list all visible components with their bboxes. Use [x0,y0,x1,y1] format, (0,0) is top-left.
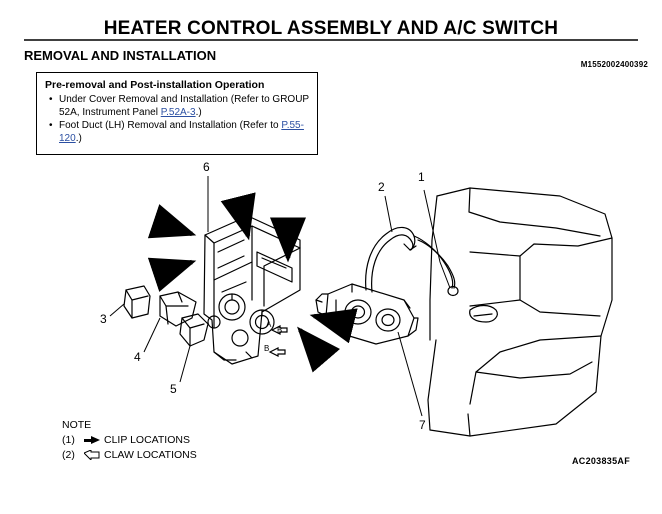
item-text-before: Under Cover Removal and Installation (Refer to GROUP 52A, Instrument Panel [59,94,309,118]
callout-5: 5 [170,382,177,396]
document-code: M1552002400392 [580,60,648,69]
legend-row-clip [62,433,197,447]
section-subtitle: REMOVAL AND INSTALLATION [24,48,217,63]
link-p55120[interactable]: P.55-120 [59,120,304,144]
note-title: NOTE [62,419,92,431]
page-title: HEATER CONTROL ASSEMBLY AND A/C SWITCH [103,18,559,39]
legend-index-2: (2) [62,449,75,461]
legend-index-1: (1) [62,434,75,446]
link-p52a3[interactable]: P.52A-3 [160,106,196,118]
legend-text-claw: CLAW LOCATIONS [104,449,197,461]
callout-2: 2 [378,180,385,194]
item-text-after: .) [195,106,202,118]
diagram-label-b2: B [264,344,270,353]
note-legend [62,418,197,462]
callout-4: 4 [134,350,141,364]
item-text-before: Foot Duct (LH) Removal and Installation (Refer to [59,120,282,131]
pre-removal-heading: Pre-removal and Post-installation Operation [45,79,265,91]
figure-code: AC203835AF [571,456,630,466]
callout-3: 3 [100,312,107,326]
callout-6: 6 [203,160,210,174]
item-text-after: .) [75,132,82,144]
solid-arrow-icon [84,436,100,445]
legend-text-clip: CLIP LOCATIONS [104,434,190,446]
diagram-label-a: A [266,320,272,329]
open-arrow-icon [84,450,100,460]
legend-row-claw [62,448,197,462]
diagram-label-b1: B [277,326,283,335]
callout-7: 7 [419,418,426,432]
callout-1: 1 [418,170,425,184]
